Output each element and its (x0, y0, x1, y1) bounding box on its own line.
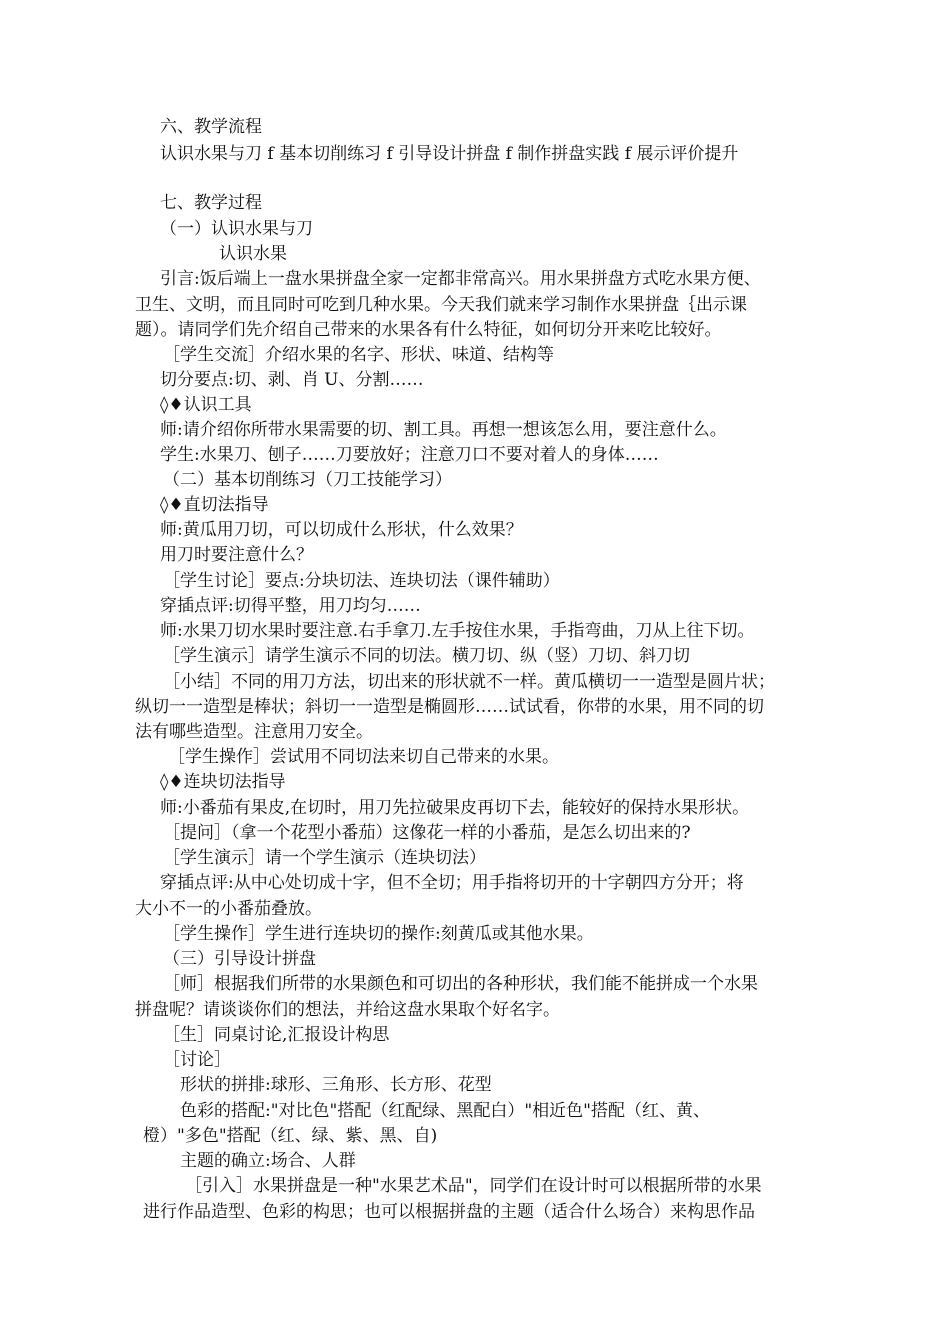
paragraph-line: 师:水果刀切水果时要注意.右手拿刀.左手按住水果，手指弯曲，刀从上往下切。 (160, 621, 755, 641)
paragraph-line: ［学生演示］请学生演示不同的切法。横刀切、纵（竖）刀切、斜刀切 (163, 646, 690, 666)
paragraph-line: ［学生演示］请一个学生演示（连块切法） (163, 848, 486, 868)
paragraph-line: 形状的拼排:球形、三角形、长方形、花型 (180, 1075, 492, 1095)
subsection-heading: （二）基本切削练习（刀工技能学习） (163, 470, 452, 490)
subsection-heading: （一）认识水果与刀 (160, 219, 313, 239)
paragraph-line: 卫生、文明，而且同时可吃到几种水果。今天我们就来学习制作水果拼盘｛出示课 (135, 295, 747, 315)
paragraph-line: ［学生操作］尝试用不同切法来切自己带来的水果。 (168, 747, 559, 767)
paragraph-line: 色彩的搭配:"对比色"搭配（红配绿、黑配白）"相近色"搭配（红、黄、 (180, 1101, 711, 1121)
paragraph-line: 引言:饭后端上一盘水果拼盘全家一定都非常高兴。用水果拼盘方式吃水果方便、 (160, 269, 761, 289)
paragraph-line: ［学生操作］学生进行连块切的操作:刻黄瓜或其他水果。 (163, 924, 594, 944)
paragraph-line: ［学生交流］介绍水果的名字、形状、味道、结构等 (163, 345, 554, 365)
paragraph-line: 题）。请同学们先介绍自己带来的水果各有什么特征，如何切分开来吃比较好。 (135, 320, 722, 340)
paragraph-line: 切分要点:切、剥、肖 U、分割…… (160, 370, 424, 390)
bullet-heading: ◊♦认识工具 (160, 395, 252, 415)
sub-heading: 认识水果 (219, 244, 287, 264)
paragraph-line: ［引入］水果拼盘是一种"水果艺术品"，同学们在设计时可以根据所带的水果 (185, 1176, 762, 1196)
bullet-heading: ◊♦直切法指导 (160, 495, 269, 515)
bullet-heading: ◊♦连块切法指导 (160, 772, 286, 792)
paragraph-line: ［提问］（拿一个花型小番茄）这像花一样的小番茄，是怎么切出来的? (163, 823, 691, 843)
paragraph-line: ［师］根据我们所带的水果颜色和可切出的各种形状，我们能不能拼成一个水果 (163, 974, 758, 994)
paragraph-line: 大小不一的小番茄叠放。 (135, 899, 322, 919)
paragraph-line: 师:请介绍你所带水果需要的切、割工具。再想一想该怎么用，要注意什么。 (160, 420, 727, 440)
subsection-heading: （三）引导设计拼盘 (163, 949, 316, 969)
paragraph-line: 橙）"多色"搭配（红、绿、紫、黑、自) (143, 1126, 438, 1146)
paragraph-line: 拼盘呢？请谈谈你们的想法，并给这盘水果取个好名字。 (135, 1000, 560, 1020)
paragraph-line: 进行作品造型、色彩的构思；也可以根据拼盘的主题（适合什么场合）来构思作品 (143, 1202, 755, 1222)
paragraph-line: 穿插点评:从中心处切成十字，但不全切；用手指将切开的十字朝四方分开；将 (160, 873, 744, 893)
paragraph-line: ［学生讨论］要点:分块切法、连块切法（课件辅助） (163, 571, 560, 591)
section-heading: 六、教学流程 (160, 117, 262, 137)
flow-line: 认识水果与刀 f 基本切削练习 f 引导设计拼盘 f 制作拼盘实践 f 展示评价提升 (160, 144, 739, 164)
paragraph-line: 法有哪些造型。注意用刀安全。 (135, 722, 373, 742)
paragraph-line: ［生］同桌讨论,汇报设计构思 (163, 1025, 390, 1045)
paragraph-line: 师:黄瓜用刀切，可以切成什么形状，什么效果？ (160, 520, 523, 540)
section-heading: 七、教学过程 (160, 193, 262, 213)
paragraph-line: ［小结］不同的用刀方法，切出来的形状就不一样。黄瓜横切一一造型是圆片状； (163, 672, 775, 692)
paragraph-line: 学生:水果刀、刨子……刀要放好；注意刀口不要对着人的身体…… (160, 445, 659, 465)
paragraph-line: 纵切一一造型是棒状；斜切一一造型是椭圆形……试试看，你带的水果，用不同的切 (135, 697, 764, 717)
paragraph-line: 主题的确立:场合、人群 (180, 1151, 356, 1171)
paragraph-line: 穿插点评:切得平整，用刀均匀…… (160, 596, 421, 616)
paragraph-line: 师:小番茄有果皮,在切时，用刀先拉破果皮再切下去，能较好的保持水果形状。 (160, 798, 750, 818)
paragraph-line: ［讨论］ (163, 1050, 231, 1070)
paragraph-line: 用刀时要注意什么？ (160, 545, 313, 565)
